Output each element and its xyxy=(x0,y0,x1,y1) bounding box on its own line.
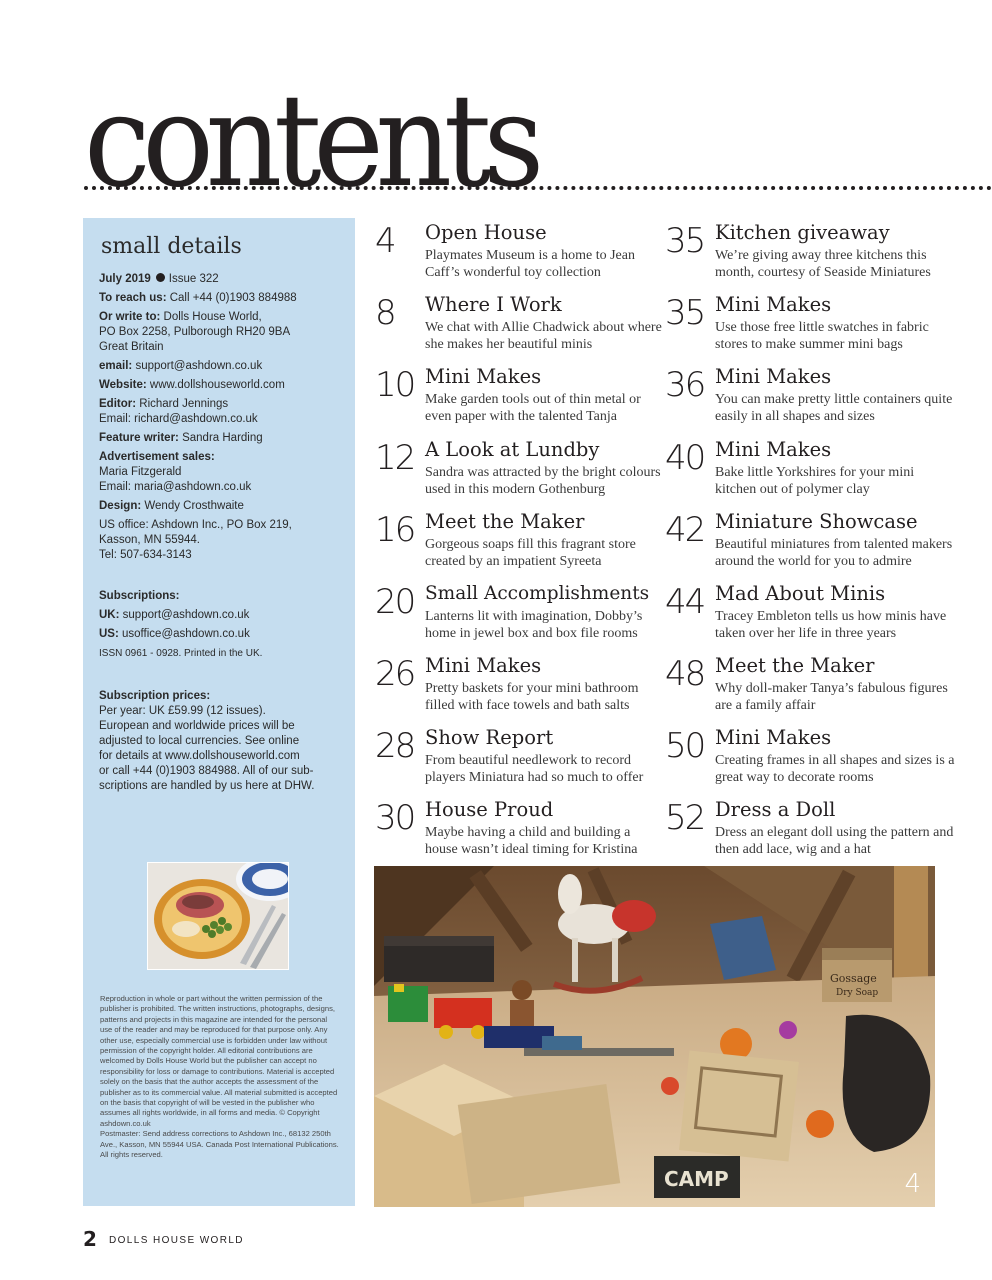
prices-line-6: scriptions are handled by us here at DHW. xyxy=(99,780,315,792)
page-number: 2 xyxy=(83,1227,97,1251)
subs-us-email[interactable]: usoffice@ashdown.co.uk xyxy=(122,628,250,640)
contents-entry[interactable] xyxy=(665,438,955,504)
feature-writer-line xyxy=(99,431,343,446)
us-office-block xyxy=(99,518,343,563)
entry-page-number: 48 xyxy=(665,654,705,694)
subs-uk-label: UK: xyxy=(99,609,120,621)
entry-description: Make garden tools out of thin metal or even paper with the talented Tanja xyxy=(425,392,641,424)
entry-page-number: 20 xyxy=(375,582,415,622)
subs-us-label: US: xyxy=(99,628,119,640)
us-line-2: Kasson, MN 55944. xyxy=(99,534,201,546)
reach-label: To reach us: xyxy=(99,292,167,304)
contents-entry[interactable] xyxy=(375,726,665,792)
entry-page-number: 26 xyxy=(375,654,415,694)
prices-line-5: or call +44 (0)1903 884988. All of our sub- xyxy=(99,765,314,777)
feature-label: Feature writer: xyxy=(99,432,179,444)
contents-entry[interactable] xyxy=(375,221,665,287)
entry-description: You can make pretty little containers quite easily in all shapes and sizes xyxy=(715,392,953,424)
entry-page-number: 12 xyxy=(375,438,415,478)
editor-name: Richard Jennings xyxy=(139,398,229,410)
entry-page-number: 16 xyxy=(375,510,415,550)
contents-entry[interactable] xyxy=(375,293,665,359)
contents-entry[interactable] xyxy=(375,438,665,504)
entry-title: Where I Work xyxy=(425,293,562,316)
prices-line-3: adjusted to local currencies. See online xyxy=(99,735,300,747)
website-link[interactable]: www.dollshouseworld.com xyxy=(149,379,285,391)
email-label: email: xyxy=(99,360,133,372)
entry-description: Pretty baskets for your mini bathroom filled with face towels and bath salts xyxy=(425,681,639,713)
contents-entry[interactable] xyxy=(665,365,955,431)
camp-box-label: CAMP xyxy=(664,1167,729,1191)
entry-page-number: 40 xyxy=(665,438,705,478)
magazine-name: DOLLS HOUSE WORLD xyxy=(109,1235,244,1246)
entry-description: We chat with Allie Chadwick about where she makes her beautiful minis xyxy=(425,320,662,352)
entry-title: Show Report xyxy=(425,726,554,749)
entry-title: Kitchen giveaway xyxy=(715,221,890,244)
reach-value: Call +44 (0)1903 884988 xyxy=(169,292,297,304)
entry-page-number: 36 xyxy=(665,365,705,405)
entry-description: Playmates Museum is a home to Jean Caff’s wonderful toy collection xyxy=(425,248,635,280)
entry-page-number: 35 xyxy=(665,221,705,261)
feature-name: Sandra Harding xyxy=(182,432,263,444)
attic-toys-illustration xyxy=(374,866,935,1207)
contents-entry[interactable] xyxy=(665,293,955,359)
ads-label: Advertisement sales: xyxy=(99,451,215,463)
ads-block xyxy=(99,450,343,495)
write-line-2: PO Box 2258, Pulborough RH20 9BA xyxy=(99,326,291,338)
editor-label: Editor: xyxy=(99,398,137,410)
prices-line-4: for details at www.dollshouseworld.com xyxy=(99,750,300,762)
food-plate-illustration xyxy=(148,863,288,969)
entry-page-number: 50 xyxy=(665,726,705,766)
us-line-3: Tel: 507-634-3143 xyxy=(99,549,192,561)
write-label: Or write to: xyxy=(99,311,161,323)
subs-uk-email[interactable]: support@ashdown.co.uk xyxy=(122,609,250,621)
entry-page-number: 8 xyxy=(375,293,395,333)
subs-uk-line xyxy=(99,608,343,623)
ads-name: Maria Fitzgerald xyxy=(99,466,182,478)
issue-number: Issue 322 xyxy=(168,273,219,285)
entry-description: Gorgeous soaps fill this fragrant store created by an impatient Syreeta xyxy=(425,537,636,569)
entry-description: From beautiful needlework to record players Miniatura had so much to offer xyxy=(425,753,644,785)
editor-block xyxy=(99,397,343,427)
legal-text: Reproduction in whole or part without the written permission of the publisher is prohibited. The written instructions, photographs, designs, patterns and projects in this magazine are intended for the personal use of the reader and may be reproduced for that purpose only. Any other use, especially commercial use is forbidden under law without permission of the copyright holder. All editorial contributions are welcomed by Dolls House World but the publisher can accept no responsibility for loss or damage to contributions. Material is accepted solely on the basis that the author accepts the assessment of the publisher as to its commercial value. All material submitted is accepted on the basis that copyright of will be vested in the publisher who assumes all rights worldwide, in all forms and media. © Copyright ashdown.co.uk xyxy=(100,994,338,1128)
entry-description: Tracey Embleton tells us how minis have taken over her life in three years xyxy=(715,609,947,641)
contents-entry[interactable] xyxy=(665,654,955,720)
design-line xyxy=(99,499,343,514)
small-details-heading: small details xyxy=(101,234,242,259)
entry-title: Mini Makes xyxy=(425,365,542,388)
address-block xyxy=(99,310,343,355)
entry-title: Meet the Maker xyxy=(715,654,875,677)
contents-entry[interactable] xyxy=(665,221,955,287)
entry-title: Mini Makes xyxy=(715,293,832,316)
contents-entry[interactable] xyxy=(375,654,665,720)
write-line-1: Dolls House World, xyxy=(163,311,262,323)
small-details-content xyxy=(99,232,343,794)
prices-heading-text: Subscription prices: xyxy=(99,690,211,702)
dotted-divider xyxy=(84,186,992,190)
email-line xyxy=(99,359,343,374)
food-plate-image xyxy=(147,862,289,970)
email-link[interactable]: support@ashdown.co.uk xyxy=(135,360,263,372)
entry-page-number: 30 xyxy=(375,798,415,838)
website-line xyxy=(99,378,343,393)
entry-description: Sandra was attracted by the bright colours used in this modern Gothenburg xyxy=(425,465,661,497)
entry-description: We’re giving away three kitchens this month, courtesy of Seaside Miniatures xyxy=(715,248,931,280)
entry-title: Mini Makes xyxy=(715,365,832,388)
entry-description: Bake little Yorkshires for your mini kitchen out of polymer clay xyxy=(715,465,915,497)
contents-entry[interactable] xyxy=(665,726,955,792)
prices-line-2: European and worldwide prices will be xyxy=(99,720,295,732)
entry-title: A Look at Lundby xyxy=(425,438,600,461)
editor-email[interactable]: Email: richard@ashdown.co.uk xyxy=(99,413,258,425)
ads-email[interactable]: Email: maria@ashdown.co.uk xyxy=(99,481,252,493)
entry-page-number: 35 xyxy=(665,293,705,333)
reach-line xyxy=(99,291,343,306)
contents-entry[interactable] xyxy=(665,510,955,576)
us-line-1: US office: Ashdown Inc., PO Box 219, xyxy=(99,519,292,531)
subscriptions-heading xyxy=(99,589,343,604)
contents-entry[interactable] xyxy=(665,798,955,864)
entry-page-number: 4 xyxy=(375,221,395,261)
entry-description: Beautiful miniatures from talented makers around the world for you to admire xyxy=(715,537,953,569)
entry-title: Small Accomplishments xyxy=(425,583,650,604)
design-label: Design: xyxy=(99,500,142,512)
prices-line-1: Per year: UK £59.99 (12 issues). xyxy=(99,705,266,717)
contents-entry[interactable] xyxy=(375,365,665,431)
entry-page-number: 28 xyxy=(375,726,415,766)
prices-heading xyxy=(99,689,343,704)
bullet-icon xyxy=(156,273,165,282)
entry-title: Mini Makes xyxy=(715,726,832,749)
website-label: Website: xyxy=(99,379,147,391)
entry-description: Dress an elegant doll using the pattern and then add lace, wig and a hat xyxy=(715,825,954,857)
entry-description: Lanterns lit with imagination, Dobby’s home in jewel box and box file rooms xyxy=(425,609,643,641)
contents-entry[interactable] xyxy=(375,582,665,648)
postmaster-text: Postmaster: Send address corrections to Ashdown Inc., 68132 250th Ave., Kasson, MN 55944 USA. Canada Post International Publications. All rights reserved. xyxy=(100,1129,339,1160)
entry-title: Mini Makes xyxy=(425,654,542,677)
entry-page-number: 52 xyxy=(665,798,705,838)
issue-date: July 2019 xyxy=(99,273,151,285)
entry-title: Open House xyxy=(425,221,547,244)
write-line-3: Great Britain xyxy=(99,341,164,353)
entry-description: Use those free little swatches in fabric stores to make summer mini bags xyxy=(715,320,929,352)
attic-toys-photo xyxy=(374,866,935,1207)
subs-us-line xyxy=(99,627,343,642)
small-details-panel xyxy=(83,218,355,1206)
legal-notice xyxy=(100,994,340,1161)
entry-title: Dress a Doll xyxy=(715,798,836,821)
entry-page-number: 44 xyxy=(665,582,705,622)
entry-title: Miniature Showcase xyxy=(715,510,918,533)
subscriptions-heading-text: Subscriptions: xyxy=(99,590,180,602)
entry-description: Why doll-maker Tanya’s fabulous figures are a family affair xyxy=(715,681,948,713)
page-title: contents xyxy=(84,67,536,216)
entry-page-number: 42 xyxy=(665,510,705,550)
photo-page-marker: 4 xyxy=(904,1169,921,1199)
design-name: Wendy Crosthwaite xyxy=(144,500,244,512)
gossage-box-label: Gossage xyxy=(830,972,877,985)
entry-title: Meet the Maker xyxy=(425,510,585,533)
issn-line: ISSN 0961 - 0928. Printed in the UK. xyxy=(99,648,263,659)
entry-description: Maybe having a child and building a house wasn’t ideal timing for Kristina xyxy=(425,825,638,857)
dry-soap-label: Dry Soap xyxy=(836,988,879,998)
entry-title: House Proud xyxy=(425,798,554,821)
entry-title: Mad About Minis xyxy=(715,582,886,605)
contents-entry[interactable] xyxy=(375,510,665,576)
entry-page-number: 10 xyxy=(375,365,415,405)
issue-line xyxy=(99,272,343,287)
entry-title: Mini Makes xyxy=(715,438,832,461)
contents-entry[interactable] xyxy=(375,798,665,864)
contents-entry[interactable] xyxy=(665,582,955,648)
entry-description: Creating frames in all shapes and sizes is a great way to decorate rooms xyxy=(715,753,955,785)
